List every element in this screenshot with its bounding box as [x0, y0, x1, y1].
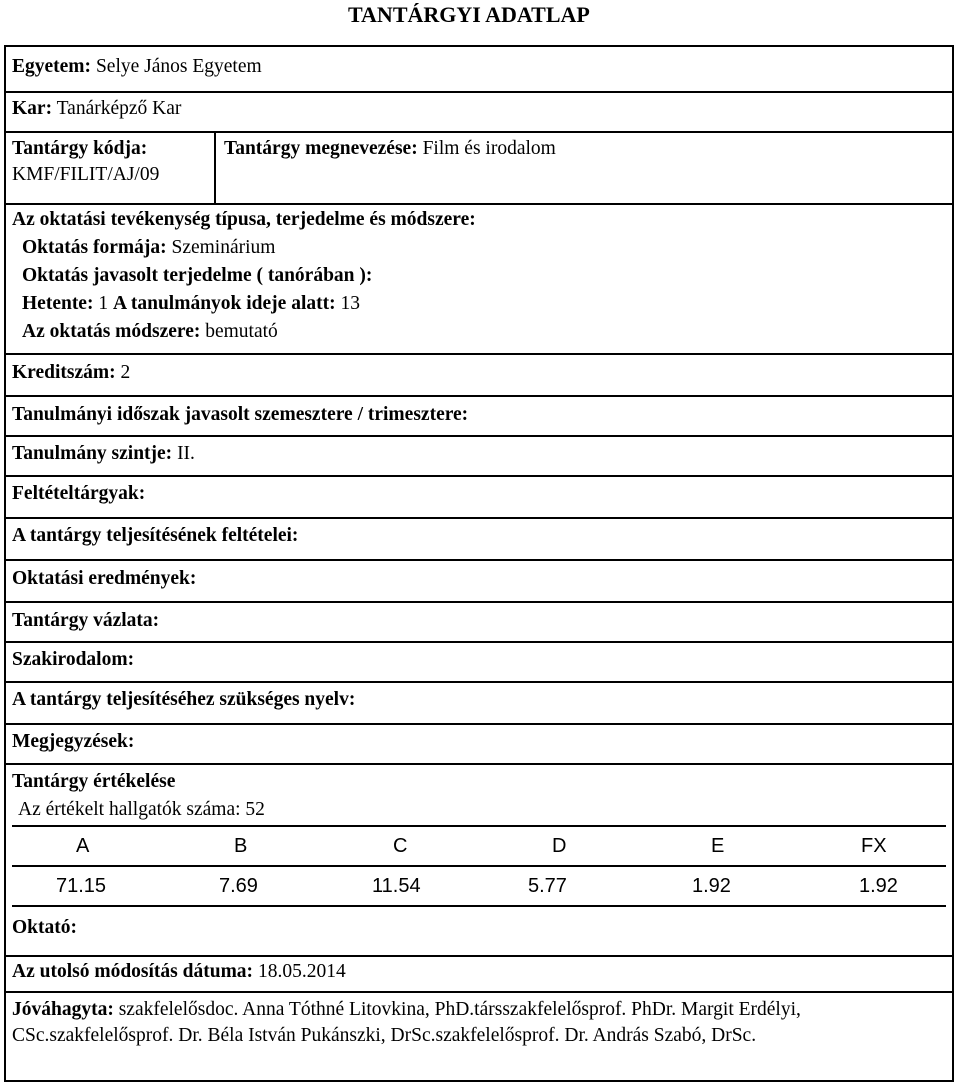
- outcomes-row: [6, 559, 952, 601]
- faculty-label: Kar:: [12, 98, 53, 119]
- outcomes-label: Oktatási eredmények:: [12, 568, 197, 589]
- course-name-value: Film és irodalom: [422, 138, 556, 159]
- grade-header-b: B: [234, 835, 248, 857]
- course-row: [6, 131, 952, 203]
- grade-header-a: A: [76, 835, 90, 857]
- grade-value-c: 11.54: [372, 875, 421, 897]
- teaching-scope-label: Oktatás javasolt terjedelme ( tanórában ):: [22, 265, 373, 286]
- approved-value: szakfelelősdoc. Anna Tóthné Litovkina, PhD.társszakfelelősprof. PhDr. Margit Erdélyi, CSc.szakfelelősprof. Dr. Béla István Pukánszki, DrSc.szakfelelősprof. Dr. András Szabó, DrSc.: [12, 999, 801, 1046]
- grade-value-fx: 1.92: [859, 875, 898, 897]
- credits-row: [6, 353, 952, 395]
- language-row: [6, 681, 952, 723]
- column-divider: [214, 133, 216, 203]
- grade-value-b: 7.69: [219, 875, 258, 897]
- prerequisites-row: [6, 475, 952, 517]
- literature-label: Szakirodalom:: [12, 649, 135, 670]
- level-label: Tanulmány szintje:: [12, 443, 173, 464]
- teaching-row: [6, 203, 952, 353]
- university-value: Selye János Egyetem: [95, 56, 262, 77]
- last-modified-value: 18.05.2014: [257, 961, 346, 982]
- level-value: II.: [177, 443, 195, 464]
- teaching-form-label: Oktatás formája:: [22, 237, 167, 258]
- grade-table-bottom: [12, 905, 946, 907]
- approved-label: Jóváhagyta:: [12, 999, 114, 1020]
- credits-value: 2: [120, 362, 131, 383]
- evaluation-row: [6, 763, 952, 955]
- datasheet-table: [4, 45, 954, 1082]
- grade-table-mid: [12, 865, 946, 867]
- teaching-form-value: Szeminárium: [171, 237, 276, 258]
- grade-header-fx: FX: [861, 835, 887, 857]
- total-label: A tanulmányok ideje alatt:: [112, 293, 336, 314]
- grade-header-d: D: [552, 835, 567, 857]
- weekly-label: Hetente:: [22, 293, 94, 314]
- grade-value-d: 5.77: [528, 875, 567, 897]
- semester-label: Tanulmányi időszak javasolt szemesztere / trimesztere:: [12, 404, 469, 425]
- prerequisites-label: Feltételtárgyak:: [12, 483, 146, 504]
- total-value: 13: [340, 293, 360, 314]
- grade-value-e: 1.92: [692, 875, 731, 897]
- grade-header-c: C: [393, 835, 408, 857]
- notes-row: [6, 723, 952, 763]
- weekly-value: 1: [98, 293, 109, 314]
- method-label: Az oktatás módszere:: [22, 321, 201, 342]
- approved-row: [6, 991, 952, 1080]
- course-code-label: Tantárgy kódja:: [12, 138, 148, 159]
- outline-label: Tantárgy vázlata:: [12, 610, 160, 631]
- evaluated-count-label: Az értékelt hallgatók száma:: [18, 799, 241, 820]
- literature-row: [6, 641, 952, 681]
- conditions-row: [6, 517, 952, 559]
- semester-row: [6, 395, 952, 435]
- instructor-label: Oktató:: [12, 917, 77, 938]
- faculty-row: [6, 91, 952, 131]
- grade-table-top: [12, 825, 946, 827]
- outline-row: [6, 601, 952, 641]
- grade-value-a: 71.15: [56, 875, 107, 897]
- evaluated-count-value: 52: [245, 799, 265, 820]
- language-label: A tantárgy teljesítéséhez szükséges nyelv:: [12, 689, 356, 710]
- notes-label: Megjegyzések:: [12, 731, 135, 752]
- course-name-label: Tantárgy megnevezése:: [224, 138, 418, 159]
- university-label: Egyetem:: [12, 56, 92, 77]
- course-code-value: KMF/FILIT/AJ/09: [12, 164, 160, 186]
- conditions-label: A tantárgy teljesítésének feltételei:: [12, 525, 299, 546]
- evaluation-heading: Tantárgy értékelése: [12, 771, 176, 792]
- last-modified-row: [6, 955, 952, 991]
- university-row: [6, 47, 952, 91]
- grade-header-e: E: [711, 835, 725, 857]
- teaching-heading: Az oktatási tevékenység típusa, terjedelme és módszere:: [12, 209, 476, 230]
- faculty-value: Tanárképző Kar: [56, 98, 182, 119]
- method-value: bemutató: [205, 321, 278, 342]
- last-modified-label: Az utolsó módosítás dátuma:: [12, 961, 254, 982]
- level-row: [6, 435, 952, 475]
- credits-label: Kreditszám:: [12, 362, 116, 383]
- document-title: TANTÁRGYI ADATLAP: [348, 2, 590, 27]
